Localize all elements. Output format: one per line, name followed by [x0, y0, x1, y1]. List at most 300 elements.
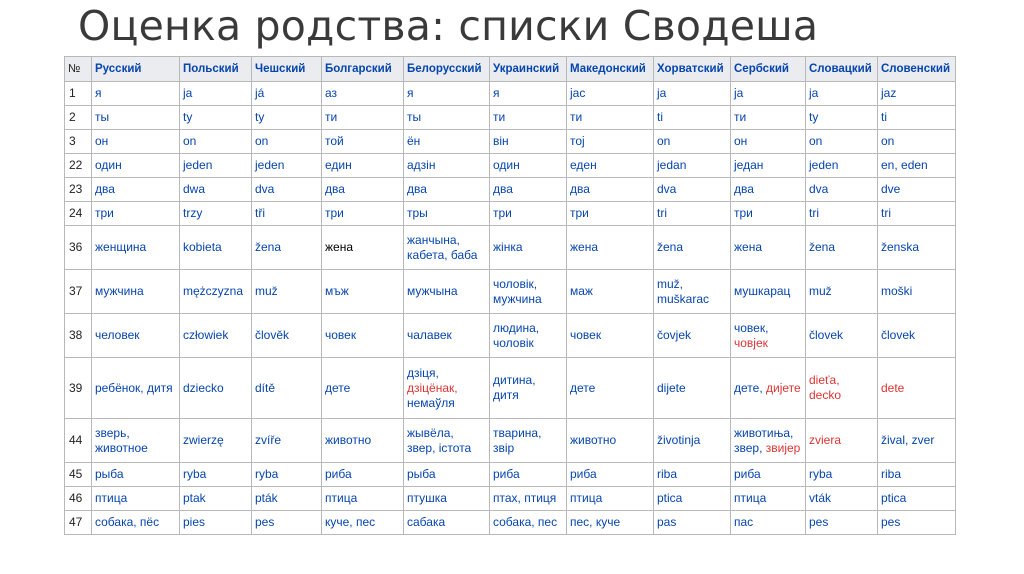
word-link[interactable]: dva [255, 182, 275, 196]
word-link[interactable]: птушка [407, 491, 447, 505]
word-link[interactable]: я [407, 86, 414, 100]
cell-polish [180, 178, 252, 202]
cell-bulgarian [322, 82, 404, 106]
cell-slovak [806, 463, 878, 487]
word-link[interactable]: ти [570, 110, 583, 124]
cell-croatian [654, 419, 731, 463]
cell-russian [92, 358, 180, 419]
table-row [65, 226, 956, 270]
word-link[interactable]: дитина, [493, 373, 536, 387]
word-link[interactable]: птица [95, 491, 128, 505]
word-link[interactable]: človek [881, 328, 916, 342]
word-link[interactable]: žena [657, 240, 684, 254]
word-link[interactable]: dziecko [183, 380, 224, 395]
word-link[interactable]: дете [570, 380, 596, 395]
word-link[interactable]: звер, [734, 440, 766, 455]
word-link[interactable]: један [734, 158, 764, 172]
word-link[interactable]: дијете [765, 380, 801, 395]
word-link[interactable]: zwierzę [183, 433, 224, 447]
word-link[interactable]: сабака [407, 515, 446, 529]
cell-bulgarian [322, 270, 404, 314]
word-link[interactable]: dijete [657, 380, 686, 395]
cell-ukrainian [490, 178, 567, 202]
cell-slovenian [878, 270, 956, 314]
word-link[interactable]: чалавек [407, 328, 452, 342]
word-link[interactable]: птица [570, 491, 603, 505]
word-link[interactable]: dve [881, 182, 901, 196]
cell-croatian [654, 226, 731, 270]
word-link[interactable]: dva [657, 182, 677, 196]
column-header-polish[interactable]: Польский [180, 57, 252, 82]
column-header-croatian[interactable]: Хорватский [654, 57, 731, 82]
word-link[interactable]: jaz [881, 86, 897, 100]
word-link[interactable]: немаўля [407, 395, 455, 410]
row-number: 3 [65, 130, 92, 154]
word-link[interactable]: žena [809, 240, 836, 254]
cell-czech [252, 154, 322, 178]
word-link[interactable]: два [95, 182, 115, 196]
cell-serbian [731, 511, 806, 535]
word-link[interactable]: людина, [493, 320, 540, 335]
word-link[interactable]: ти [493, 110, 506, 124]
word-link[interactable]: ryba [809, 467, 833, 481]
word-link[interactable]: човек [325, 328, 357, 342]
word-link[interactable]: три [570, 206, 589, 220]
word-link[interactable]: pes [255, 515, 275, 529]
cell-serbian [731, 130, 806, 154]
word-link[interactable]: звер, істота [407, 440, 472, 455]
cell-serbian [731, 314, 806, 358]
word-link[interactable]: muškarac [657, 291, 710, 306]
cell-slovak [806, 358, 878, 419]
word-link[interactable]: dieťa, [809, 373, 840, 387]
word-link[interactable]: ja [657, 86, 667, 100]
cell-ukrainian [490, 106, 567, 130]
word-link[interactable]: чоловік, [493, 276, 538, 291]
word-link[interactable]: тварина, [493, 425, 542, 440]
word-link[interactable]: pes [809, 515, 829, 529]
cell-line [734, 381, 805, 396]
word-link[interactable]: він [493, 134, 509, 148]
word-link[interactable]: žena [255, 240, 282, 254]
cell-czech [252, 419, 322, 463]
word-link[interactable]: звір [493, 440, 515, 455]
word-link[interactable]: два [734, 182, 754, 196]
word-link[interactable]: птица [734, 491, 767, 505]
word-link[interactable]: človek [809, 328, 844, 342]
word-link[interactable]: ja [183, 86, 193, 100]
cell-macedonian [567, 154, 654, 178]
word-link[interactable]: ён [407, 134, 421, 148]
word-link[interactable]: той [325, 134, 344, 148]
cell-polish [180, 270, 252, 314]
word-link[interactable]: ти [325, 110, 338, 124]
word-link[interactable]: riba [881, 467, 902, 481]
word-link[interactable]: ptica [881, 491, 907, 505]
word-link[interactable]: два [407, 182, 427, 196]
table-row [65, 270, 956, 314]
cell-belarusian [404, 314, 490, 358]
column-header-czech[interactable]: Чешский [252, 57, 322, 82]
cell-belarusian [404, 154, 490, 178]
column-header-bulgarian[interactable]: Болгарский [322, 57, 404, 82]
cell-serbian [731, 82, 806, 106]
cell-czech [252, 314, 322, 358]
word-link[interactable]: trzy [183, 206, 203, 220]
cell-belarusian [404, 82, 490, 106]
cell-polish [180, 511, 252, 535]
cell-polish [180, 106, 252, 130]
cell-croatian [654, 487, 731, 511]
word-link[interactable]: zviera [809, 433, 842, 447]
word-link[interactable]: pes [881, 515, 901, 529]
cell-ukrainian [490, 130, 567, 154]
word-link[interactable]: один [493, 158, 520, 172]
table-row [65, 154, 956, 178]
cell-ukrainian [490, 419, 567, 463]
word-link[interactable]: три [325, 206, 344, 220]
word-link[interactable]: човјек [734, 335, 768, 350]
cell-polish [180, 419, 252, 463]
word-link[interactable]: мъж [325, 284, 349, 298]
word-link[interactable]: он [734, 134, 748, 148]
cell-czech [252, 487, 322, 511]
word-link[interactable]: животно [570, 433, 617, 447]
cell-slovak [806, 226, 878, 270]
word-link[interactable]: ти [734, 110, 747, 124]
word-link[interactable]: птица [325, 491, 358, 505]
word-link[interactable]: tři [255, 206, 265, 220]
word-link[interactable]: три [493, 206, 512, 220]
word-link[interactable]: куче, пес [325, 515, 376, 529]
word-link[interactable]: женщина [95, 240, 147, 254]
word-link[interactable]: рыба [95, 467, 124, 481]
word-link[interactable]: един [325, 158, 352, 172]
word-link[interactable]: тој [570, 134, 585, 148]
cell-macedonian [567, 202, 654, 226]
word-link[interactable]: en, eden [881, 158, 928, 172]
word-link[interactable]: ja [809, 86, 819, 100]
word-link[interactable]: ryba [255, 467, 279, 481]
word-link[interactable]: дете [325, 380, 351, 395]
word-link[interactable]: ženska [881, 240, 920, 254]
word-link[interactable]: дете, [734, 380, 766, 395]
word-link[interactable]: мушкарац [734, 284, 791, 298]
word-link[interactable]: зверь, [95, 425, 130, 440]
cell-polish [180, 463, 252, 487]
word-link[interactable]: я [95, 86, 102, 100]
word-link[interactable]: muž [255, 284, 278, 298]
cell-croatian [654, 270, 731, 314]
word-link[interactable]: muž [809, 284, 832, 298]
word-link[interactable]: člověk [255, 328, 290, 342]
word-link[interactable]: три [95, 206, 114, 220]
word-link[interactable]: žival, zver [881, 433, 935, 447]
word-link[interactable]: człowiek [183, 328, 229, 342]
cell-russian [92, 106, 180, 130]
word-link[interactable]: pták [255, 491, 278, 505]
word-link[interactable]: риба [325, 467, 352, 481]
cell-bulgarian [322, 226, 404, 270]
word-link[interactable]: жывёла, [407, 425, 454, 440]
row-number: 22 [65, 154, 92, 178]
word-link[interactable]: ptica [657, 491, 683, 505]
cell-slovak [806, 202, 878, 226]
row-number: 2 [65, 106, 92, 130]
cell-russian [92, 419, 180, 463]
word-link[interactable]: кабета, баба [407, 247, 478, 262]
cell-czech [252, 270, 322, 314]
word-link[interactable]: рыба [407, 467, 436, 481]
word-link[interactable]: ја [734, 86, 744, 100]
word-link[interactable]: on [809, 134, 823, 148]
word-link[interactable]: пас [734, 515, 754, 529]
cell-slovenian [878, 463, 956, 487]
table-row [65, 130, 956, 154]
column-header-serbian[interactable]: Сербский [731, 57, 806, 82]
cell-belarusian [404, 106, 490, 130]
word-link[interactable]: ti [881, 110, 887, 124]
cell-bulgarian [322, 154, 404, 178]
word-link[interactable]: ребёнок, дитя [95, 380, 173, 395]
cell-polish [180, 358, 252, 419]
word-link[interactable]: собака, пес [493, 515, 558, 529]
cell-serbian [731, 463, 806, 487]
word-link[interactable]: дзіця, [407, 365, 439, 380]
word-link[interactable]: dítě [255, 380, 276, 395]
word-link[interactable]: чоловік [493, 335, 534, 350]
cell-macedonian [567, 106, 654, 130]
word-link[interactable]: jeden [255, 158, 285, 172]
table-row [65, 358, 956, 419]
word-link[interactable]: jeden [809, 158, 839, 172]
cell-slovenian [878, 226, 956, 270]
word-link[interactable]: pas [657, 515, 677, 529]
cell-serbian [731, 226, 806, 270]
cell-belarusian [404, 511, 490, 535]
word-link[interactable]: жена [734, 240, 763, 254]
cell-serbian [731, 202, 806, 226]
cell-slovak [806, 130, 878, 154]
word-link[interactable]: он [95, 134, 109, 148]
cell-macedonian [567, 511, 654, 535]
word-link[interactable]: два [570, 182, 590, 196]
word-link[interactable]: маж [570, 284, 593, 298]
cell-macedonian [567, 487, 654, 511]
cell-ukrainian [490, 202, 567, 226]
word-link[interactable]: dwa [183, 182, 206, 196]
word-link[interactable]: já [255, 86, 265, 100]
column-header-russian[interactable]: Русский [92, 57, 180, 82]
word-link[interactable]: два [325, 182, 345, 196]
cell-polish [180, 202, 252, 226]
word-link[interactable]: muž, [657, 276, 684, 291]
word-link[interactable]: moški [881, 284, 913, 298]
cell-belarusian [404, 202, 490, 226]
column-header-macedonian[interactable]: Македонский [567, 57, 654, 82]
table-row [65, 511, 956, 535]
column-header-ukrainian[interactable]: Украинский [490, 57, 567, 82]
word-link[interactable]: риба [570, 467, 597, 481]
cell-bulgarian [322, 314, 404, 358]
word-link[interactable]: mężczyzna [183, 284, 244, 298]
column-header-slovenian[interactable]: Словенский [878, 57, 956, 82]
cell-polish [180, 226, 252, 270]
word-link[interactable]: тры [407, 206, 428, 220]
cell-slovak [806, 154, 878, 178]
table-row [65, 178, 956, 202]
word-link[interactable]: жінка [493, 240, 523, 254]
word-link[interactable]: мужчына [407, 284, 458, 298]
word-link[interactable]: человек [95, 328, 140, 342]
column-header-slovak[interactable]: Словацкий [806, 57, 878, 82]
cell-slovak [806, 511, 878, 535]
row-number: 45 [65, 463, 92, 487]
cell-belarusian [404, 487, 490, 511]
word-link[interactable]: ты [407, 110, 422, 124]
word-link[interactable]: мужчина [95, 284, 144, 298]
word-link[interactable]: tri [809, 206, 819, 220]
cell-croatian [654, 202, 731, 226]
word-link[interactable]: дитя [493, 388, 519, 402]
word-link[interactable]: јас [570, 86, 586, 100]
word-link[interactable]: on [255, 134, 269, 148]
slide-title: Оценка родства: списки Сводеша [78, 2, 819, 50]
table-row [65, 487, 956, 511]
cell-slovenian [878, 202, 956, 226]
word-link[interactable]: jeden [183, 158, 213, 172]
word-link[interactable]: decko [809, 388, 842, 402]
cell-bulgarian [322, 358, 404, 419]
cell-czech [252, 463, 322, 487]
cell-ukrainian [490, 314, 567, 358]
cell-line [734, 441, 805, 456]
cell-russian [92, 511, 180, 535]
word-link[interactable]: životinja [657, 433, 701, 447]
word-link[interactable]: ty [809, 110, 819, 124]
word-link[interactable]: pies [183, 515, 206, 529]
cell-croatian [654, 178, 731, 202]
word-link[interactable]: один [95, 158, 122, 172]
word-link[interactable]: човек, [734, 320, 769, 335]
cell-serbian [731, 178, 806, 202]
word-link[interactable]: tri [657, 206, 667, 220]
cell-ukrainian [490, 154, 567, 178]
word-link[interactable]: животное [95, 440, 148, 455]
cell-belarusian [404, 463, 490, 487]
word-link[interactable]: животиња, [734, 425, 794, 440]
word-link[interactable]: птах, птиця [493, 491, 557, 505]
cell-belarusian [404, 178, 490, 202]
cell-bulgarian [322, 419, 404, 463]
word-link[interactable]: риба [493, 467, 520, 481]
cell-macedonian [567, 358, 654, 419]
word-link[interactable]: ti [657, 110, 663, 124]
word-link[interactable]: riba [657, 467, 678, 481]
word-link[interactable]: пес, куче [570, 515, 621, 529]
cell-czech [252, 106, 322, 130]
cell-slovenian [878, 178, 956, 202]
word-link[interactable]: čovjek [657, 328, 692, 342]
word-link[interactable]: zvíře [255, 433, 282, 447]
cell-macedonian [567, 82, 654, 106]
word-link[interactable]: dete [881, 380, 905, 395]
word-link[interactable]: жена [570, 240, 599, 254]
cell-croatian [654, 511, 731, 535]
cell-macedonian [567, 178, 654, 202]
cell-russian [92, 487, 180, 511]
word-link[interactable]: звијер [765, 440, 801, 455]
cell-slovenian [878, 130, 956, 154]
cell-serbian [731, 419, 806, 463]
word-link[interactable]: ty [183, 110, 193, 124]
cell-ukrainian [490, 270, 567, 314]
word-link[interactable]: жанчына, [407, 232, 460, 247]
cell-slovenian [878, 358, 956, 419]
cell-czech [252, 358, 322, 419]
word-link[interactable]: vták [809, 491, 832, 505]
cell-russian [92, 226, 180, 270]
word-link[interactable]: ty [255, 110, 265, 124]
cell-slovak [806, 419, 878, 463]
word-link[interactable]: jedan [657, 158, 687, 172]
word-link[interactable]: човек [570, 328, 602, 342]
word-link[interactable]: еден [570, 158, 597, 172]
cell-czech [252, 202, 322, 226]
word-link[interactable]: tri [881, 206, 891, 220]
word-link[interactable]: ты [95, 110, 110, 124]
word-link[interactable]: риба [734, 467, 761, 481]
cell-polish [180, 82, 252, 106]
word-link[interactable]: kobieta [183, 240, 222, 254]
column-header-num[interactable]: № [65, 57, 92, 82]
word-link[interactable]: два [493, 182, 513, 196]
cell-bulgarian [322, 106, 404, 130]
cell-croatian [654, 314, 731, 358]
cell-belarusian [404, 270, 490, 314]
cell-slovak [806, 82, 878, 106]
column-header-belarusian[interactable]: Белорусский [404, 57, 490, 82]
cell-polish [180, 487, 252, 511]
cell-russian [92, 202, 180, 226]
word-link[interactable]: on [657, 134, 671, 148]
cell-polish [180, 130, 252, 154]
cell-russian [92, 130, 180, 154]
word-link[interactable]: аз [325, 86, 338, 100]
word-link[interactable]: ptak [183, 491, 206, 505]
cell-slovak [806, 106, 878, 130]
row-number: 38 [65, 314, 92, 358]
cell-russian [92, 178, 180, 202]
word-link[interactable]: дзіцёнак, [407, 380, 458, 395]
cell-russian [92, 463, 180, 487]
word-link[interactable]: адзін [407, 158, 436, 172]
word-link[interactable]: собака, пёс [95, 515, 160, 529]
word-link[interactable]: я [493, 86, 500, 100]
table-row [65, 106, 956, 130]
word-link[interactable]: on [881, 134, 895, 148]
word-link[interactable]: dva [809, 182, 829, 196]
cell-slovak [806, 270, 878, 314]
cell-bulgarian [322, 178, 404, 202]
word-link[interactable]: три [734, 206, 753, 220]
word-link[interactable]: мужчина [493, 291, 542, 306]
cell-polish [180, 314, 252, 358]
header-row [65, 57, 956, 82]
word-link[interactable]: ryba [183, 467, 207, 481]
word-link[interactable]: животно [325, 433, 372, 447]
word-link[interactable]: on [183, 134, 197, 148]
